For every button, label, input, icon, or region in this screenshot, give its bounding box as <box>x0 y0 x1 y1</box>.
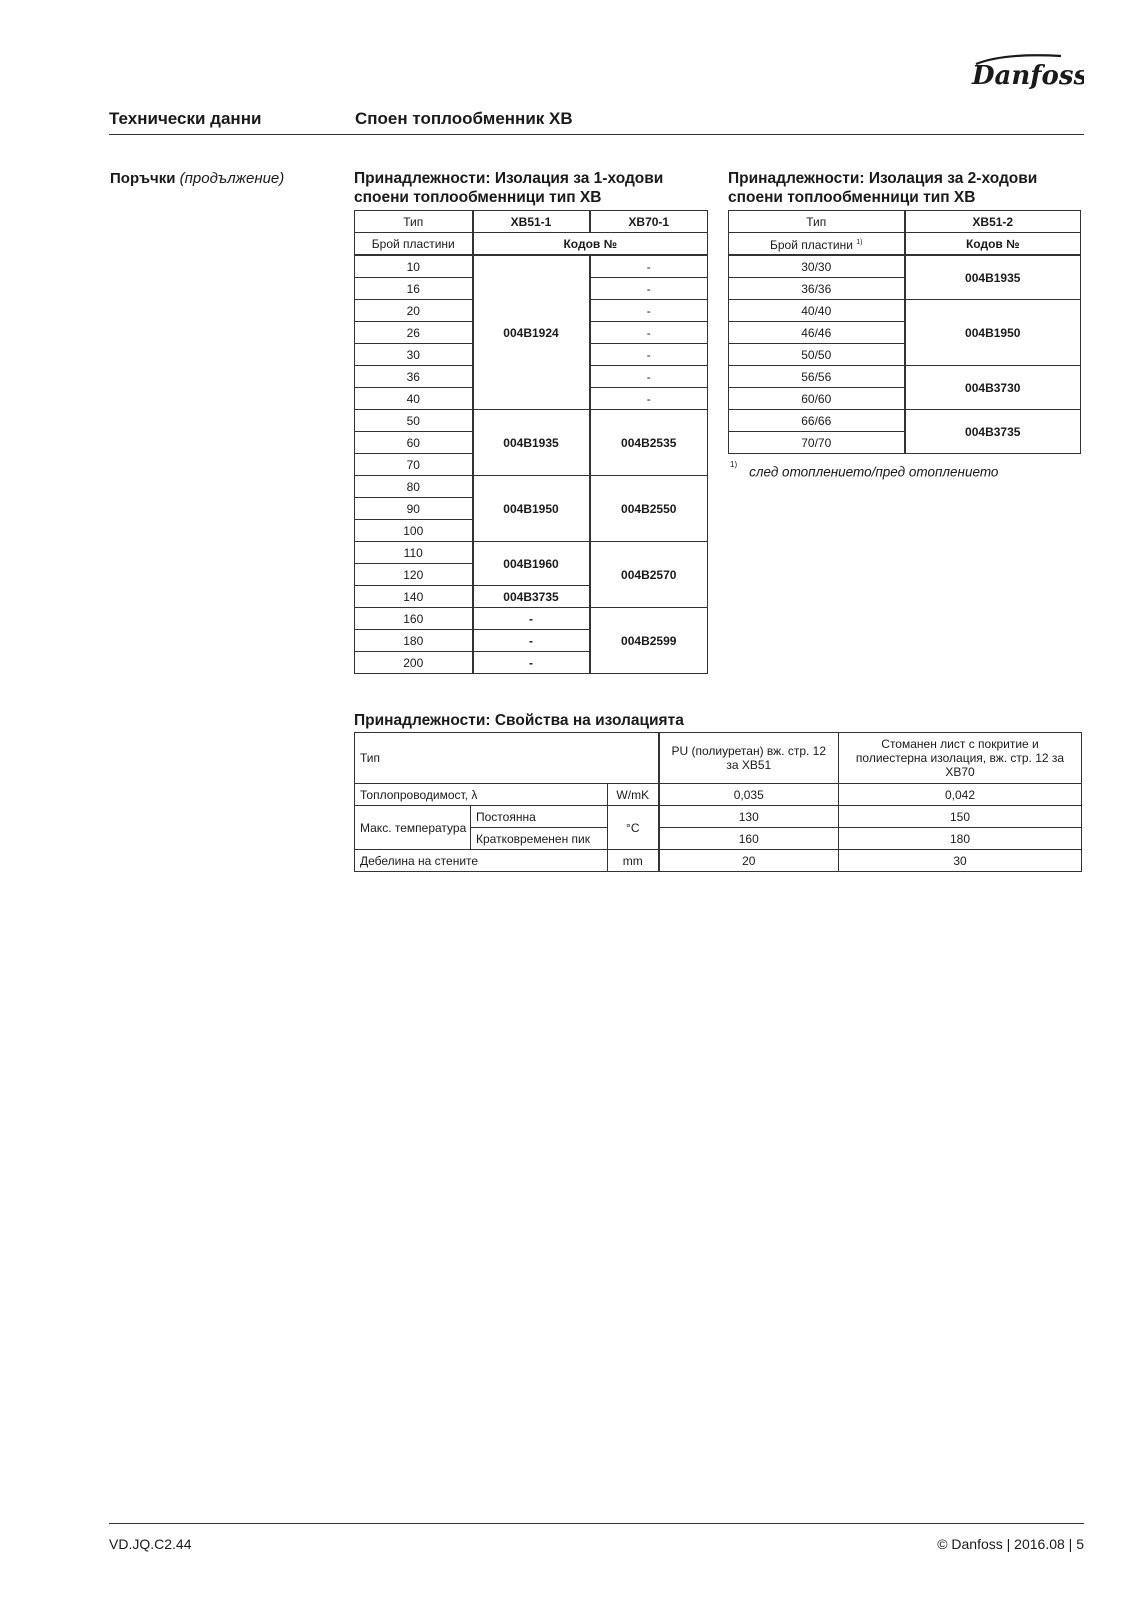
code-cell: 004B2550 <box>590 476 708 542</box>
footer-divider <box>109 1523 1084 1524</box>
plates-label: Брой пластини <box>769 237 853 252</box>
footnote <box>730 460 999 480</box>
code-cell: 004B3735 <box>905 410 1081 454</box>
row-label: Топлопроводимост, λ <box>355 784 608 806</box>
value-cell: 160 <box>659 828 839 850</box>
logo-text: Danfoss <box>972 61 1084 91</box>
header-cell: XB51-2 <box>905 211 1081 233</box>
danfoss-logo <box>966 44 1084 96</box>
table-row <box>355 784 1082 806</box>
table3-title: Принадлежности: Свойства на изолацията <box>354 712 684 729</box>
code-cell: 004B1924 <box>473 255 590 410</box>
code-cell: 004B2570 <box>590 542 708 608</box>
header-cell <box>729 233 905 256</box>
code-cell: - <box>590 278 708 300</box>
page-info: © Danfoss | 2016.08 | 5 <box>937 1536 1084 1552</box>
code-cell: - <box>590 255 708 278</box>
plates-cell: 100 <box>355 520 473 542</box>
plates-cell: 40 <box>355 388 473 410</box>
row-label: Макс. температура <box>355 806 471 850</box>
code-cell: - <box>590 344 708 366</box>
table-1-pass-insulation <box>354 210 708 674</box>
code-cell: 004B1950 <box>905 300 1081 366</box>
code-cell: - <box>473 630 590 652</box>
plates-cell: 110 <box>355 542 473 564</box>
plates-cell: 50 <box>355 410 473 432</box>
plates-cell: 140 <box>355 586 473 608</box>
value-cell: 0,042 <box>839 784 1082 806</box>
code-cell: 004B1960 <box>473 542 590 586</box>
plates-cell: 70/70 <box>729 432 905 454</box>
table1-title-line2: споени топлообменници тип XB <box>354 189 602 206</box>
table-row <box>355 233 708 256</box>
plates-cell: 20 <box>355 300 473 322</box>
table-row <box>355 476 708 498</box>
code-cell: 004B2599 <box>590 608 708 674</box>
plates-cell: 80 <box>355 476 473 498</box>
table-row <box>355 255 708 278</box>
plates-cell: 40/40 <box>729 300 905 322</box>
header-cell: Стоманен лист с покритие и полиестерна изолация, вж. стр. 12 за XB70 <box>839 733 1082 784</box>
plates-cell: 30/30 <box>729 255 905 278</box>
unit-cell: mm <box>608 850 659 872</box>
header-cell: Тип <box>355 733 659 784</box>
table-insulation-properties <box>354 732 1082 872</box>
header-product-title: Споен топлообменник XB <box>355 109 573 128</box>
footnote-marker: 1) <box>730 460 738 469</box>
table-2-pass-insulation <box>728 210 1081 454</box>
plates-cell: 30 <box>355 344 473 366</box>
plates-cell: 50/50 <box>729 344 905 366</box>
value-cell: 130 <box>659 806 839 828</box>
code-cell: - <box>590 366 708 388</box>
table2-title-line1: Принадлежности: Изолация за 2-ходови <box>728 170 1038 187</box>
code-cell: 004B1935 <box>905 255 1081 300</box>
table-row <box>355 542 708 564</box>
header-cell: Тип <box>355 211 473 233</box>
row-label: Дебелина на стените <box>355 850 608 872</box>
plates-cell: 36/36 <box>729 278 905 300</box>
header-cell: Тип <box>729 211 905 233</box>
section-label <box>110 170 284 187</box>
table1-title-line1: Принадлежности: Изолация за 1-ходови <box>354 170 664 187</box>
plates-cell: 16 <box>355 278 473 300</box>
code-cell: 004B1950 <box>473 476 590 542</box>
table-row <box>355 211 708 233</box>
row-sublabel: Кратковременен пик <box>471 828 608 850</box>
code-cell: - <box>590 300 708 322</box>
header-cell: XB51-1 <box>473 211 590 233</box>
header-section-title: Технически данни <box>109 109 262 128</box>
header-cell: XB70-1 <box>590 211 708 233</box>
value-cell: 20 <box>659 850 839 872</box>
table2-title <box>728 169 1037 207</box>
code-cell: - <box>590 322 708 344</box>
value-cell: 30 <box>839 850 1082 872</box>
section-label-bold: Поръчки <box>110 170 176 187</box>
code-cell: 004B2535 <box>590 410 708 476</box>
table-row <box>729 255 1081 278</box>
code-cell: 004B3730 <box>905 366 1081 410</box>
code-cell: 004B1935 <box>473 410 590 476</box>
plates-cell: 180 <box>355 630 473 652</box>
value-cell: 0,035 <box>659 784 839 806</box>
table-row <box>729 233 1081 256</box>
header-cell: Кодов № <box>905 233 1081 256</box>
plates-cell: 46/46 <box>729 322 905 344</box>
plates-cell: 10 <box>355 255 473 278</box>
header-cell: Кодов № <box>473 233 708 256</box>
value-cell: 150 <box>839 806 1082 828</box>
plates-cell: 120 <box>355 564 473 586</box>
header-cell: Брой пластини <box>355 233 473 256</box>
row-sublabel: Постоянна <box>471 806 608 828</box>
plates-cell: 26 <box>355 322 473 344</box>
plates-cell: 60/60 <box>729 388 905 410</box>
plates-cell: 160 <box>355 608 473 630</box>
table1-title <box>354 169 663 207</box>
plates-cell: 90 <box>355 498 473 520</box>
footnote-marker: 1) <box>856 238 863 246</box>
table-row <box>355 608 708 630</box>
code-cell: 004B3735 <box>473 586 590 608</box>
table-row <box>729 211 1081 233</box>
plates-cell: 56/56 <box>729 366 905 388</box>
table-row <box>729 300 1081 322</box>
plates-cell: 60 <box>355 432 473 454</box>
header-cell: PU (полиуретан) вж. стр. 12 за XB51 <box>659 733 839 784</box>
code-cell: - <box>590 388 708 410</box>
unit-cell: °C <box>608 806 659 850</box>
header-divider <box>109 134 1084 135</box>
table-row <box>355 410 708 432</box>
table-row <box>355 850 1082 872</box>
table-row <box>355 733 1082 784</box>
plates-cell: 36 <box>355 366 473 388</box>
document-code: VD.JQ.C2.44 <box>109 1536 192 1552</box>
plates-cell: 200 <box>355 652 473 674</box>
value-cell: 180 <box>839 828 1082 850</box>
code-cell: - <box>473 652 590 674</box>
table2-title-line2: споени топлообменници тип XB <box>728 189 976 206</box>
footnote-text: след отоплението/пред отоплението <box>749 464 999 480</box>
table-row <box>729 366 1081 388</box>
section-label-italic: (продължение) <box>179 170 285 187</box>
table-row <box>355 806 1082 828</box>
plates-cell: 66/66 <box>729 410 905 432</box>
code-cell: - <box>473 608 590 630</box>
unit-cell: W/mK <box>608 784 659 806</box>
table-row <box>729 410 1081 432</box>
plates-cell: 70 <box>355 454 473 476</box>
